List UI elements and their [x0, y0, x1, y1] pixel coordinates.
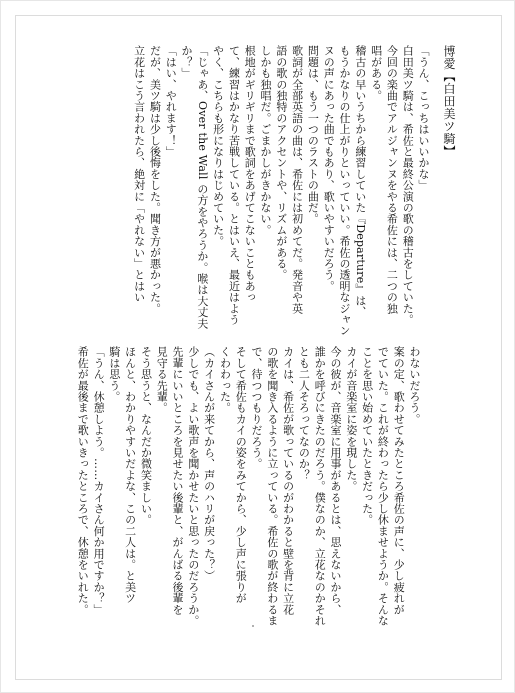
text-line: やく、こちらも形になりはじめていた。: [211, 45, 225, 247]
text-block-top: [131, 45, 431, 337]
text-line: そして希佐もカイの姿をみてから、少し声に張りが: [234, 346, 248, 604]
text-line: だが、美ツ騎は少し後悔をした。聞き方が悪かった。: [148, 45, 162, 314]
text-line: 騎は思う。: [107, 346, 121, 402]
text-line: とも二人そろってなのか？: [297, 346, 311, 481]
text-line: 希佐が最後まで歌いきったところで、休憩をいれた。: [76, 346, 90, 615]
text-line: 語の歌の独特のアクセントや、リズムがある。: [274, 45, 288, 281]
text-line: カイが音楽室に姿を現した。: [344, 346, 358, 492]
text-line: 今回の楽曲でアルジャンヌをやる希佐には、二つの独: [385, 45, 399, 314]
page-marker-dot: [252, 625, 254, 627]
text-line: 案の定、歌わせてみたところ希佐の声に、少し疲れが: [392, 346, 406, 615]
text-line: 白田美ツ騎は、希佐と最終公演の歌の稽古をしていた。: [401, 45, 415, 325]
text-line: くわわった。: [218, 346, 232, 414]
text-line: ことを思い始めていたときだった。: [360, 346, 374, 526]
text-line: ヌの声にあった曲でもあり、歌いやすいだろう。: [322, 45, 336, 292]
text-line: そう思うと、なんだか微笑ましい。: [139, 346, 153, 526]
text-line: （カイさんが来てから、声のハリが戻った？）: [202, 346, 216, 582]
text-line: もうかなりの仕上がりといっていい。希佐の透明なジャン: [338, 45, 352, 337]
text-line: で、待つつもりだろう。: [250, 346, 264, 470]
text-line: 「じゃあ、Over the Wall の方をやろうか。喉は大丈夫: [195, 45, 209, 329]
text-line: 歌詞が全部英語の曲は、希佐には初めてだ。発音や英: [290, 45, 304, 314]
text-line: 根地がギリギリまで歌詞をあげてこないこともあっ: [243, 45, 257, 303]
text-line: 誰かを呼びにきたのだろう。僕なのか、立花なのかそれ: [313, 346, 327, 626]
chapter-title: 博愛【白田美ツ騎】: [442, 45, 456, 158]
text-line: 先輩にいいところを見せたい後輩と、がんばる後輩を: [171, 346, 185, 615]
text-block-bottom: [74, 346, 422, 666]
text-line: ほんと、わかりやすいだよな、この二人は。と美ツ: [123, 346, 137, 604]
text-line: 立花はこう言われたら、絶対に「やれない」とはい: [132, 45, 146, 303]
text-line: 「うん、休憩しよう。……カイさん何か用ですか？」: [92, 346, 106, 615]
text-line: 今の彼が、音楽室に用事があるとは、思えないから、: [329, 346, 343, 615]
text-line: て、練習はかなり苦戦している。とはいえ、最近はよう: [227, 45, 241, 325]
text-line: 唱がある。: [369, 45, 383, 101]
text-line: わないだろう。: [408, 346, 421, 425]
text-line: 問題は、もう一つのラストの曲だ。: [306, 45, 320, 225]
text-line: 少しでも、よい歌声を聞かせたいと思ったのだろうか。: [186, 346, 200, 626]
text-line: 「うん、こっちはいいかな」: [417, 45, 430, 191]
text-line: 「はい、やれます！」: [164, 45, 178, 157]
text-line: カイは、希佐が歌っているのがわかると壁を背に立花: [281, 346, 295, 615]
text-line: しかも独唱だ。ごまかしがきかない。: [259, 45, 273, 236]
text-line: の歌を聞き入るように立っている。希佐の歌が終わるま: [265, 346, 279, 626]
text-line: 稽古の早いうちから練習していた『Departure』は、: [353, 45, 367, 318]
text-line: 見守る先輩。: [155, 346, 169, 414]
text-line: か？」: [180, 45, 194, 79]
text-line: でていた。これが終わったら少し休ませようか。そんな: [376, 346, 390, 626]
